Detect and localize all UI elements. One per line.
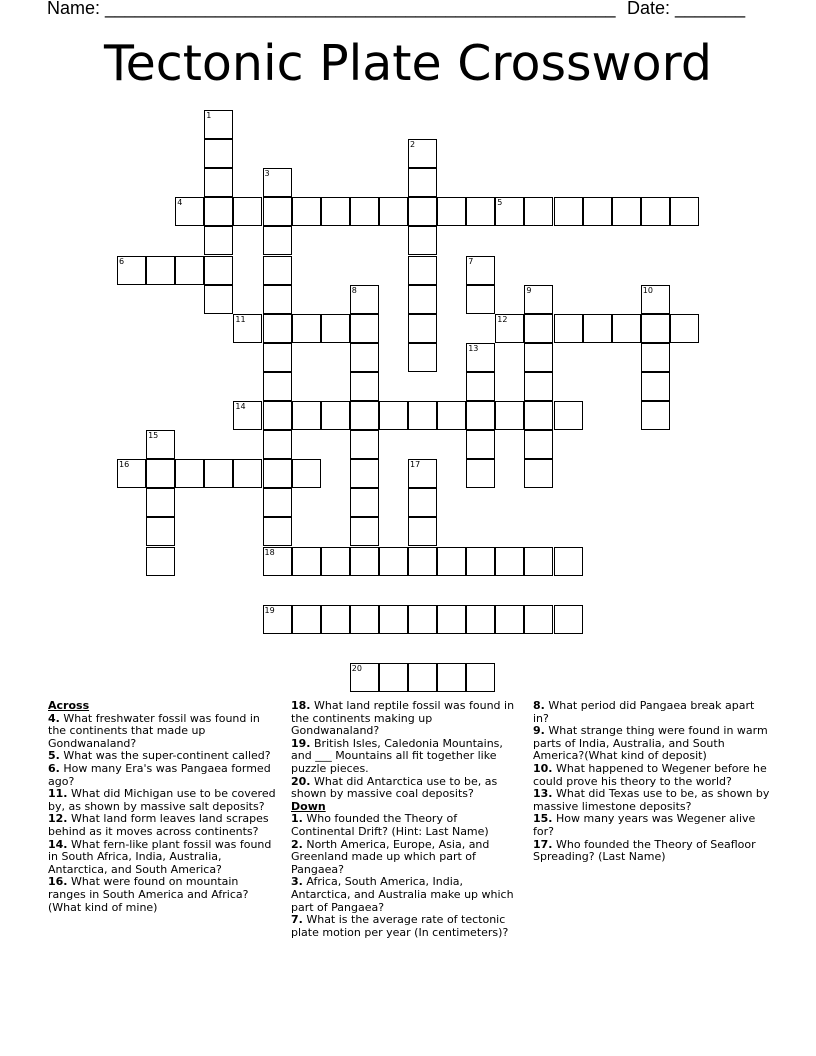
grid-cell[interactable] — [379, 197, 408, 226]
clue-down-8: 8. What period did Pangaea break apart in? — [533, 699, 755, 725]
grid-cell[interactable] — [408, 314, 437, 343]
grid-cell[interactable] — [321, 547, 350, 576]
grid-cell[interactable] — [466, 430, 495, 459]
clue-down-9: 9. What strange thing were found in warm parts of India, Australia, and South America?(What kind of deposit) — [533, 724, 768, 763]
grid-cell[interactable] — [379, 663, 408, 692]
grid-cell[interactable] — [263, 605, 292, 634]
clue-number: 15 — [148, 431, 159, 441]
clue-down-13: 13. What did Texas use to be, as shown by massive limestone deposits? — [533, 787, 770, 813]
clues-column-3 — [533, 700, 773, 864]
grid-cell[interactable] — [437, 547, 466, 576]
grid-cell[interactable] — [175, 256, 204, 285]
grid-cell[interactable] — [554, 547, 583, 576]
grid-cell[interactable] — [175, 197, 204, 226]
grid-cell[interactable] — [495, 197, 524, 226]
grid-cell[interactable] — [263, 226, 292, 255]
grid-cell[interactable] — [350, 547, 379, 576]
worksheet-header — [47, 0, 747, 20]
clue-number: 11 — [235, 314, 246, 324]
grid-cell[interactable] — [321, 605, 350, 634]
clue-down-1: 1. Who founded the Theory of Continental Drift? (Hint: Last Name) — [291, 812, 489, 838]
grid-cell[interactable] — [263, 343, 292, 372]
clue-across-6: 6. How many Era's was Pangaea formed ago? — [48, 761, 271, 788]
grid-cell[interactable] — [204, 459, 233, 488]
grid-cell[interactable] — [524, 314, 553, 343]
grid-cell[interactable] — [263, 197, 292, 226]
grid-cell[interactable] — [292, 547, 321, 576]
clues-column-2 — [291, 700, 523, 939]
grid-cell[interactable] — [204, 110, 233, 139]
grid-cell[interactable] — [641, 314, 670, 343]
grid-cell[interactable] — [554, 605, 583, 634]
grid-cell[interactable] — [641, 401, 670, 430]
grid-cell[interactable] — [292, 459, 321, 488]
grid-cell[interactable] — [524, 285, 553, 314]
clue-across-18: 18. What land reptile fossil was found in the continents making up Gondwanaland? — [291, 699, 515, 738]
clue-down-3: 3. Africa, South America, India, Antarctica, and Australia make up which part of Pangaea? — [291, 875, 514, 914]
clue-down-7: 7. What is the average rate of tectonic plate motion per year (In centimeters)? — [291, 913, 509, 939]
grid-cell[interactable] — [466, 256, 495, 285]
grid-cell[interactable] — [350, 430, 379, 459]
grid-cell[interactable] — [204, 168, 233, 197]
grid-cell[interactable] — [408, 547, 437, 576]
grid-cell[interactable] — [350, 197, 379, 226]
grid-cell[interactable] — [466, 459, 495, 488]
grid-cell[interactable] — [263, 517, 292, 546]
grid-cell[interactable] — [524, 343, 553, 372]
grid-cell[interactable] — [524, 401, 553, 430]
grid-cell[interactable] — [524, 547, 553, 576]
clue-number: 13 — [468, 343, 479, 353]
clue-number: 6 — [119, 256, 125, 266]
clue-number: 16 — [119, 460, 130, 470]
clue-across-19: 19. British Isles, Caledonia Mountains, and ___ Mountains all fit together like puzzle pieces. — [291, 736, 503, 775]
grid-cell[interactable] — [437, 663, 466, 692]
grid-cell[interactable] — [641, 343, 670, 372]
grid-cell[interactable] — [408, 285, 437, 314]
grid-cell[interactable] — [263, 459, 292, 488]
grid-cell[interactable] — [350, 605, 379, 634]
grid-cell[interactable] — [292, 401, 321, 430]
clue-down-2: 2. North America, Europe, Asia, and Greenland made up which part of Pangaea? — [291, 837, 490, 876]
clue-across-5: 5. What was the super-continent called? — [48, 749, 271, 763]
clue-number: 7 — [468, 256, 474, 266]
grid-cell[interactable] — [292, 197, 321, 226]
grid-cell[interactable] — [263, 547, 292, 576]
grid-cell[interactable] — [117, 256, 146, 285]
grid-cell[interactable] — [524, 459, 553, 488]
grid-cell[interactable] — [408, 401, 437, 430]
grid-cell[interactable] — [641, 197, 670, 226]
clue-number: 4 — [177, 198, 183, 208]
across-heading: Across — [48, 699, 90, 712]
grid-cell[interactable] — [350, 285, 379, 314]
down-heading: Down — [291, 799, 326, 813]
clue-across-12: 12. What land form leaves land scrapes behind as it moves across continents? — [48, 812, 269, 838]
grid-cell[interactable] — [233, 401, 262, 430]
grid-cell[interactable] — [408, 226, 437, 255]
grid-cell[interactable] — [670, 314, 699, 343]
clue-number: 18 — [264, 547, 275, 557]
grid-cell[interactable] — [641, 285, 670, 314]
grid-cell[interactable] — [379, 401, 408, 430]
grid-cell[interactable] — [466, 663, 495, 692]
grid-cell[interactable] — [204, 285, 233, 314]
grid-cell[interactable] — [437, 401, 466, 430]
grid-cell[interactable] — [263, 168, 292, 197]
grid-cell[interactable] — [408, 139, 437, 168]
grid-cell[interactable] — [379, 605, 408, 634]
grid-cell[interactable] — [263, 372, 292, 401]
grid-cell[interactable] — [350, 517, 379, 546]
grid-cell[interactable] — [466, 547, 495, 576]
grid-cell[interactable] — [350, 343, 379, 372]
grid-cell[interactable] — [175, 459, 204, 488]
clue-number: 5 — [497, 198, 503, 208]
grid-cell[interactable] — [408, 488, 437, 517]
grid-cell[interactable] — [524, 372, 553, 401]
grid-cell[interactable] — [117, 459, 146, 488]
grid-cell[interactable] — [408, 663, 437, 692]
grid-cell[interactable] — [408, 256, 437, 285]
grid-cell[interactable] — [233, 197, 262, 226]
grid-cell[interactable] — [263, 285, 292, 314]
clue-across-11: 11. What did Michigan use to be covered by, as shown by massive salt deposits? — [48, 787, 276, 813]
grid-cell[interactable] — [466, 285, 495, 314]
grid-cell[interactable] — [437, 197, 466, 226]
grid-cell[interactable] — [263, 256, 292, 285]
grid-cell[interactable] — [524, 197, 553, 226]
grid-cell[interactable] — [379, 547, 408, 576]
grid-cell[interactable] — [350, 459, 379, 488]
grid-cell[interactable] — [204, 197, 233, 226]
grid-cell[interactable] — [670, 197, 699, 226]
grid-cell[interactable] — [466, 372, 495, 401]
grid-cell[interactable] — [146, 459, 175, 488]
grid-cell[interactable] — [495, 401, 524, 430]
date-field[interactable]: Date: _______ — [627, 0, 746, 18]
grid-cell[interactable] — [612, 197, 641, 226]
grid-cell[interactable] — [350, 314, 379, 343]
grid-cell[interactable] — [554, 401, 583, 430]
grid-cell[interactable] — [495, 314, 524, 343]
page-title: Tectonic Plate Crossword — [104, 35, 712, 92]
grid-cell[interactable] — [612, 314, 641, 343]
grid-cell[interactable] — [554, 314, 583, 343]
clue-number: 12 — [497, 314, 508, 324]
grid-cell[interactable] — [408, 168, 437, 197]
grid-cell[interactable] — [233, 459, 262, 488]
clue-number: 2 — [410, 140, 416, 150]
grid-cell[interactable] — [146, 517, 175, 546]
grid-cell[interactable] — [583, 314, 612, 343]
grid-cell[interactable] — [263, 401, 292, 430]
clue-number: 3 — [264, 169, 270, 179]
clue-number: 9 — [526, 285, 532, 295]
grid-cell[interactable] — [350, 488, 379, 517]
clue-number: 1 — [206, 111, 212, 120]
grid-cell[interactable] — [204, 226, 233, 255]
clue-number: 8 — [351, 285, 357, 295]
grid-cell[interactable] — [350, 663, 379, 692]
grid-cell[interactable] — [524, 605, 553, 634]
name-field[interactable]: Name: ___________________________________________________ — [47, 0, 616, 18]
grid-cell[interactable] — [466, 343, 495, 372]
grid-cell[interactable] — [466, 605, 495, 634]
grid-cell[interactable] — [466, 197, 495, 226]
grid-cell[interactable] — [524, 430, 553, 459]
clue-across-4: 4. What freshwater fossil was found in the continents that made up Gondwanaland? — [48, 711, 260, 750]
grid-cell[interactable] — [350, 372, 379, 401]
grid-cell[interactable] — [146, 488, 175, 517]
clue-number: 14 — [235, 402, 246, 411]
grid-cell[interactable] — [321, 314, 350, 343]
grid-cell[interactable] — [408, 605, 437, 634]
grid-cell[interactable] — [466, 401, 495, 430]
grid-cell[interactable] — [146, 430, 175, 459]
grid-cell[interactable] — [350, 401, 379, 430]
clues-column-1 — [48, 700, 276, 914]
grid-cell[interactable] — [495, 605, 524, 634]
clue-down-17: 17. Who founded the Theory of Seafloor Spreading? (Last Name) — [533, 837, 756, 864]
clue-number: 17 — [410, 460, 421, 470]
grid-cell[interactable] — [292, 605, 321, 634]
grid-cell[interactable] — [263, 430, 292, 459]
crossword-grid — [117, 110, 699, 692]
grid-cell[interactable] — [408, 197, 437, 226]
grid-cell[interactable] — [204, 139, 233, 168]
grid-cell[interactable] — [554, 197, 583, 226]
grid-cell[interactable] — [263, 314, 292, 343]
grid-cell[interactable] — [583, 197, 612, 226]
grid-cell[interactable] — [146, 547, 175, 576]
grid-cell[interactable] — [292, 314, 321, 343]
grid-cell[interactable] — [641, 372, 670, 401]
grid-cell[interactable] — [321, 197, 350, 226]
clue-number: 20 — [351, 663, 362, 673]
clue-across-14: 14. What fern-like plant fossil was found in South Africa, India, Australia, Antarctica, and South America? — [48, 837, 272, 876]
grid-cell[interactable] — [408, 343, 437, 372]
grid-cell[interactable] — [146, 256, 175, 285]
clue-across-16: 16. What were found on mountain ranges in South America and Africa?(What kind of mine) — [48, 875, 249, 914]
grid-cell[interactable] — [437, 605, 466, 634]
clue-number: 10 — [642, 285, 653, 295]
clue-down-15: 15. How many years was Wegener alive for? — [533, 812, 756, 838]
grid-cell[interactable] — [233, 314, 262, 343]
clue-down-10: 10. What happened to Wegener before he could prove his theory to the world? — [533, 761, 767, 788]
grid-cell[interactable] — [204, 256, 233, 285]
grid-cell[interactable] — [408, 459, 437, 488]
grid-cell[interactable] — [263, 488, 292, 517]
clue-number: 19 — [264, 605, 275, 615]
grid-cell[interactable] — [321, 401, 350, 430]
grid-cell[interactable] — [495, 547, 524, 576]
clue-across-20: 20. What did Antarctica use to be, as shown by massive coal deposits? — [291, 774, 498, 801]
grid-cell[interactable] — [408, 517, 437, 546]
